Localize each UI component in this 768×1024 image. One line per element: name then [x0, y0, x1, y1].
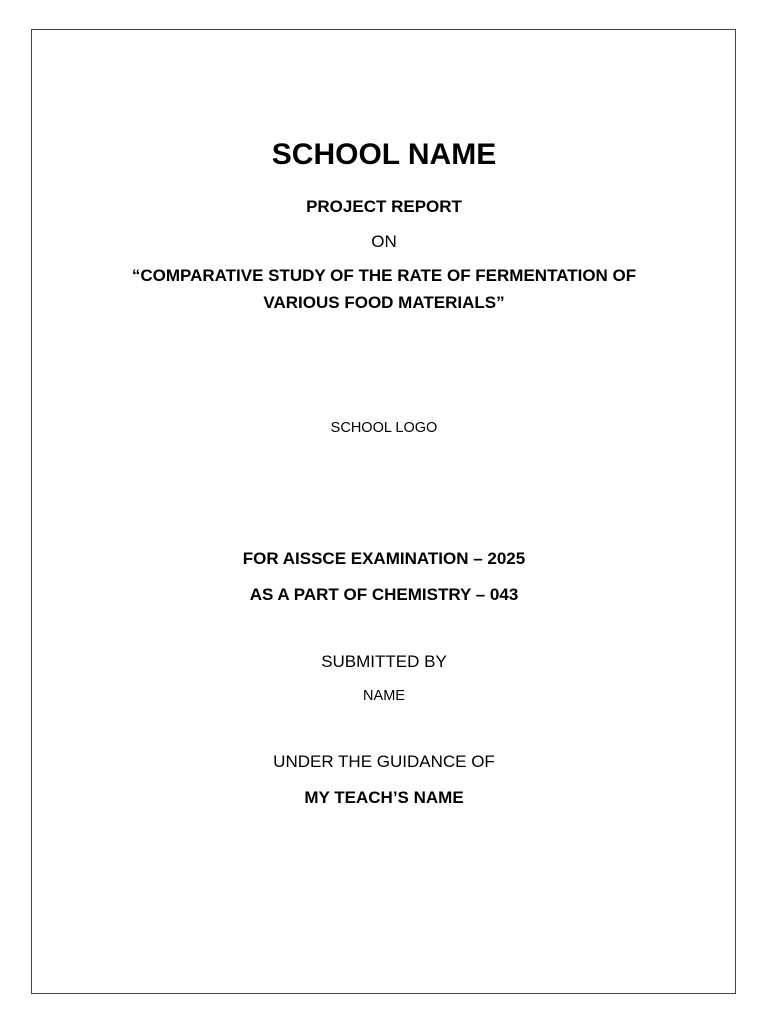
submitted-by-label: SUBMITTED BY [321, 652, 447, 671]
guidance-label: UNDER THE GUIDANCE OF [273, 752, 495, 771]
report-type: PROJECT REPORT [306, 197, 462, 216]
school-logo-placeholder: SCHOOL LOGO [330, 420, 438, 436]
project-title-line-2: VARIOUS FOOD MATERIALS” [263, 293, 505, 312]
subject-line: AS A PART OF CHEMISTRY – 043 [249, 585, 519, 604]
page-border [31, 29, 736, 994]
on-label: ON [371, 232, 397, 251]
student-name: NAME [363, 688, 405, 704]
school-name: SCHOOL NAME [271, 138, 497, 171]
teacher-name: MY TEACH’S NAME [304, 788, 464, 807]
examination-line: FOR AISSCE EXAMINATION – 2025 [242, 549, 526, 568]
project-title-line-1: “COMPARATIVE STUDY OF THE RATE OF FERMENTATION OF [131, 266, 637, 285]
